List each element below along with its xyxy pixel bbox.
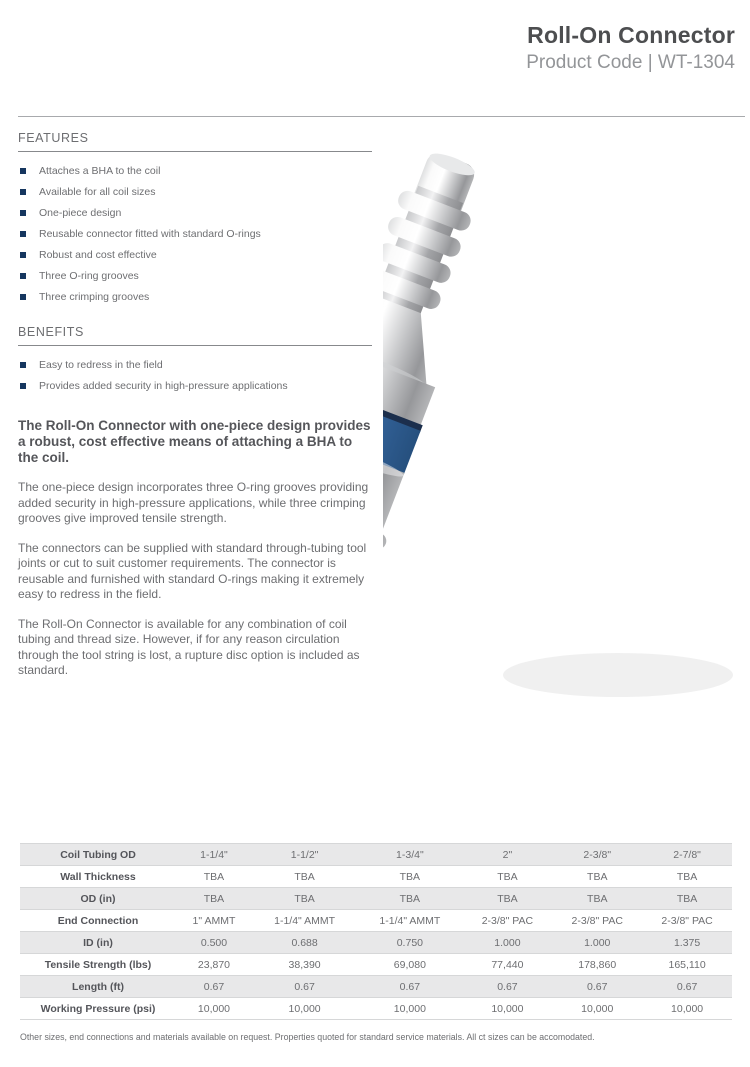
intro-paragraph: The Roll-On Connector with one-piece design provides a robust, cost effective means of attaching a BHA to the coil. [18, 418, 371, 465]
cell: 2-3/8" PAC [463, 910, 553, 932]
feature-text: Available for all coil sizes [39, 186, 156, 198]
page-title: Roll-On Connector [527, 22, 735, 48]
row-label: Wall Thickness [20, 866, 176, 888]
cell: TBA [642, 866, 732, 888]
cell: 10,000 [252, 998, 357, 1020]
cell: 0.500 [176, 932, 252, 954]
bullet-square-icon [20, 252, 26, 258]
row-label: Coil Tubing OD [20, 844, 176, 866]
cell: 38,390 [252, 954, 357, 976]
list-item [18, 359, 372, 371]
table-row [20, 932, 732, 954]
row-label: Working Pressure (psi) [20, 998, 176, 1020]
feature-text: Three crimping grooves [39, 291, 150, 303]
cell: 69,080 [357, 954, 462, 976]
list-item [18, 380, 372, 392]
feature-text: Three O-ring grooves [39, 270, 139, 282]
cell: 10,000 [552, 998, 642, 1020]
bullet-square-icon [20, 294, 26, 300]
cell: 1" AMMT [176, 910, 252, 932]
features-divider [18, 151, 372, 152]
benefits-list [18, 359, 372, 392]
cell: 1-1/2" [252, 844, 357, 866]
table-row [20, 954, 732, 976]
cell: TBA [252, 866, 357, 888]
benefit-text: Provides added security in high-pressure applications [39, 380, 288, 392]
bullet-square-icon [20, 231, 26, 237]
features-list [18, 165, 372, 303]
bullet-square-icon [20, 273, 26, 279]
cell: 1-1/4" AMMT [357, 910, 462, 932]
benefit-text: Easy to redress in the field [39, 359, 163, 371]
cell: 2-7/8" [642, 844, 732, 866]
cell: 0.750 [357, 932, 462, 954]
cell: 0.67 [357, 976, 462, 998]
body-paragraph: The Roll-On Connector is available for any combination of coil tubing and thread size. However, if for any reason circulation through the tool string is lost, a rupture disc option is included as standard. [18, 616, 360, 677]
header-divider [18, 116, 745, 117]
feature-text: Attaches a BHA to the coil [39, 165, 161, 177]
row-label: Tensile Strength (lbs) [20, 954, 176, 976]
cell: TBA [463, 866, 553, 888]
list-item [18, 228, 372, 240]
table-row [20, 976, 732, 998]
list-item [18, 291, 372, 303]
cell: 1-3/4" [357, 844, 462, 866]
cell: 0.67 [552, 976, 642, 998]
bullet-square-icon [20, 383, 26, 389]
row-label: ID (in) [20, 932, 176, 954]
bullet-square-icon [20, 168, 26, 174]
list-item [18, 186, 372, 198]
cell: 10,000 [642, 998, 732, 1020]
cell: 2" [463, 844, 553, 866]
cell: TBA [552, 866, 642, 888]
product-photo [383, 145, 747, 720]
table-row [20, 866, 732, 888]
cell: TBA [176, 888, 252, 910]
cell: 10,000 [463, 998, 553, 1020]
cell: TBA [463, 888, 553, 910]
benefits-divider [18, 345, 372, 346]
cell: 1.000 [463, 932, 553, 954]
cell: 23,870 [176, 954, 252, 976]
cell: TBA [176, 866, 252, 888]
cell: 0.67 [252, 976, 357, 998]
table-row [20, 998, 732, 1020]
left-column [18, 131, 372, 679]
cell: 77,440 [463, 954, 553, 976]
cell: 2-3/8" PAC [552, 910, 642, 932]
feature-text: Reusable connector fitted with standard O-rings [39, 228, 261, 240]
body-paragraph: The one-piece design incorporates three O-ring grooves providing added security in high-pressure applications, while three crimping grooves give improved tensile strength. [18, 480, 369, 525]
body-paragraph: The connectors can be supplied with standard through-tubing tool joints or cut to suit customer requirements. The connector is reusable and furnished with standard O-rings making it extremely easy to redress in the field. [18, 540, 367, 601]
cell: TBA [357, 866, 462, 888]
cell: TBA [357, 888, 462, 910]
cell: TBA [642, 888, 732, 910]
bullet-square-icon [20, 210, 26, 216]
bullet-square-icon [20, 362, 26, 368]
cell: 1.375 [642, 932, 732, 954]
list-item [18, 270, 372, 282]
feature-text: One-piece design [39, 207, 122, 219]
product-code: Product Code | WT-1304 [526, 52, 735, 73]
cell: TBA [552, 888, 642, 910]
row-label: End Connection [20, 910, 176, 932]
cell: 1-1/4" AMMT [252, 910, 357, 932]
spec-table [20, 843, 732, 1020]
benefits-section [18, 325, 372, 392]
cell: 2-3/8" PAC [642, 910, 732, 932]
row-label: OD (in) [20, 888, 176, 910]
table-row [20, 888, 732, 910]
cell: 0.67 [176, 976, 252, 998]
table-row [20, 910, 732, 932]
cell: 0.67 [642, 976, 732, 998]
cell: TBA [252, 888, 357, 910]
feature-text: Robust and cost effective [39, 249, 157, 261]
row-label: Length (ft) [20, 976, 176, 998]
header [526, 22, 735, 74]
cell: 0.688 [252, 932, 357, 954]
cell: 1.000 [552, 932, 642, 954]
benefits-heading: BENEFITS [18, 325, 84, 339]
footnote: Other sizes, end connections and materials available on request. Properties quoted for standard service materials. All ct sizes can be accomodated. [20, 1032, 595, 1042]
cell: 10,000 [176, 998, 252, 1020]
list-item [18, 249, 372, 261]
cell: 165,110 [642, 954, 732, 976]
cell: 178,860 [552, 954, 642, 976]
cell: 1-1/4" [176, 844, 252, 866]
table-row [20, 844, 732, 866]
cell: 10,000 [357, 998, 462, 1020]
bullet-square-icon [20, 189, 26, 195]
list-item [18, 207, 372, 219]
list-item [18, 165, 372, 177]
cell: 0.67 [463, 976, 553, 998]
features-heading: FEATURES [18, 131, 89, 145]
cell: 2-3/8" [552, 844, 642, 866]
roll-on-connector-image [383, 145, 747, 720]
